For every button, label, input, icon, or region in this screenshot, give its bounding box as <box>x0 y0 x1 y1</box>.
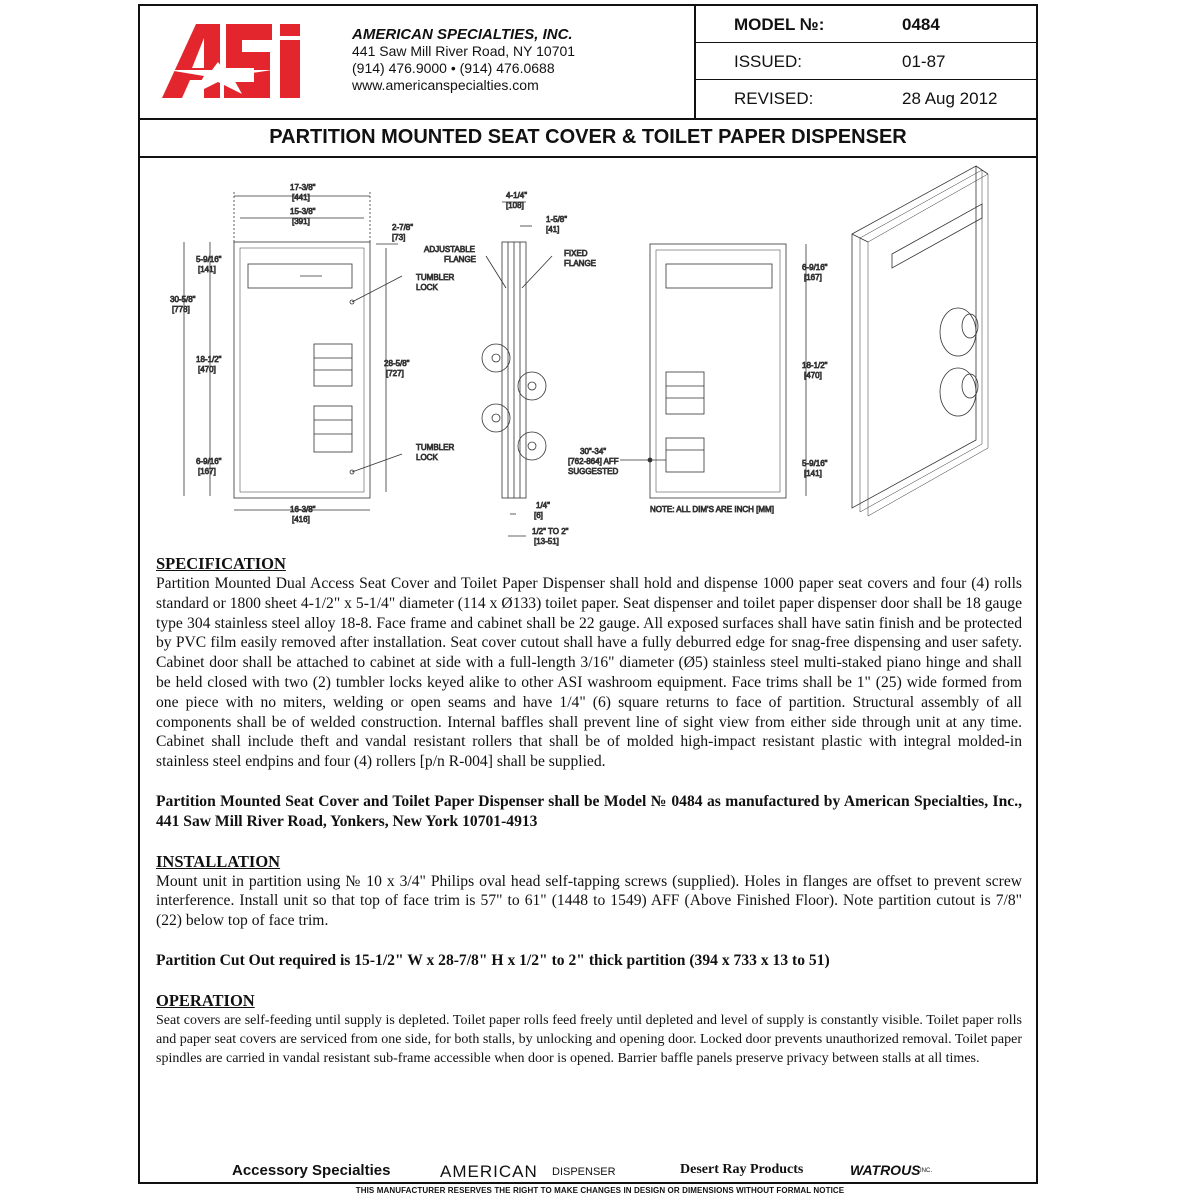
dim-rear-mid: 18-1/2" <box>802 361 828 370</box>
company-name: AMERICAN SPECIALTIES, INC. <box>352 26 573 43</box>
dim-rear-bottom-mm: [141] <box>804 469 822 478</box>
label-adjustable-flange-2: FLANGE <box>444 255 477 264</box>
technical-drawing <box>140 158 1036 554</box>
company-block <box>352 26 575 94</box>
revised-value: 28 Aug 2012 <box>902 89 998 108</box>
label-aff-2: [762-864] AFF <box>568 457 619 466</box>
dim-side-return-mm: [6] <box>534 511 543 520</box>
dim-side-return: 1/4" <box>536 501 550 510</box>
spec-sheet <box>138 4 1038 1184</box>
brand-watrous-inc: INC. <box>920 1168 932 1174</box>
brand-watrous: WATROUS <box>850 1162 921 1178</box>
specification-text: Partition Mounted Dual Access Seat Cover and Toilet Paper Dispenser shall hold and dispense 1000 paper seat covers and four (4) rolls standard or 1800 sheet 4-1/2" x 5-1/4" diameter (114 x Ø133) toilet paper. Seat dispenser and toilet paper dispenser door shall be 18 gauge type 304 stainless steel alloy 18-8. Face frame and cabinet shall be 22 gauge. All exposed surfaces shall have satin finish and be protected by PVC film easily removed after installation. Seat cover cutout shall have a fully deburred edge for snag-free dispensing and user safety. Cabinet door shall be attached to cabinet at side with a full-length 3/16" diameter (Ø5) stainless steel multi-staked piano hinge and shall be held closed with two (2) tumbler locks keyed alike to other ASI washroom equipment. Face trims shall be 1" (25) wide formed from one piece with no miters, welding or open seams and have 1/4" (6) square returns to face of partition. Structural assembly of all components shall be of welded construction. Internal baffles shall prevent line of sight view from either side through unit at any time. Cabinet shall include theft and vandal resistant rollers that shall be of molded high-impact resistant plastic with integral molded-in stainless steel endpins and four (4) rollers [p/n R-004] shall be supplied. <box>156 575 1022 771</box>
dim-front-inner-width: 15-3/8" <box>290 207 316 216</box>
brand-desert-ray: Desert Ray Products <box>680 1162 804 1177</box>
model-value: 0484 <box>902 15 940 34</box>
dim-side-partition-mm: [13-51] <box>534 537 559 546</box>
dim-front-inner-height: 28-5/8" <box>384 359 410 368</box>
meta-table <box>694 6 1038 118</box>
dim-front-overall-height-mm: [778] <box>172 305 190 314</box>
document-body <box>156 554 1022 1069</box>
dim-front-bottom-mm: [167] <box>198 467 216 476</box>
dim-front-top: 5-9/16" <box>196 255 222 264</box>
dim-front-overall-height: 30-5/8" <box>170 295 196 304</box>
dim-side-flange: 1-5/8" <box>546 215 568 224</box>
dim-front-depth: 2-7/8" <box>392 223 414 232</box>
dim-front-mid: 18-1/2" <box>196 355 222 364</box>
label-adjustable-flange: ADJUSTABLE <box>424 245 475 254</box>
page-title: PARTITION MOUNTED SEAT COVER & TOILET PAPER DISPENSER <box>140 118 1036 158</box>
dim-rear-top: 6-9/16" <box>802 263 828 272</box>
dim-rear-top-mm: [167] <box>804 273 822 282</box>
dim-front-bottom-width: 16-3/8" <box>290 505 316 514</box>
model-statement: Partition Mounted Seat Cover and Toilet Paper Dispenser shall be Model № 0484 as manufactured by American Specialties, Inc., 441 Saw Mill River Road, Yonkers, New York 10701-4913 <box>156 792 1022 830</box>
operation-text: Seat covers are self-feeding until supply is depleted. Toilet paper rolls feed freely until depleted and level of supply is constantly visible. Toilet paper rolls and paper seat covers are serviced from one side, for both stalls, by unlocking and opening door. Locked door prevents unauthorized removal. Toilet paper spindles are carried in vandal resistant sub-frame accessible when door is opened. Barrier baffle panels preserve privacy between stalls at all times. <box>156 1012 1022 1067</box>
dim-front-bottom-width-mm: [416] <box>292 515 310 524</box>
dim-front-width-mm: [441] <box>292 193 310 202</box>
company-address: 441 Saw Mill River Road, NY 10701 <box>352 43 576 59</box>
dim-side-depth-mm: [108] <box>506 201 524 210</box>
dim-front-mid-mm: [470] <box>198 365 216 374</box>
asi-logo <box>162 20 332 102</box>
company-website[interactable]: www.americanspecialties.com <box>352 77 539 93</box>
brand-accessory-specialties: Accessory Specialties <box>232 1162 391 1179</box>
dim-front-depth-mm: [73] <box>392 233 406 242</box>
brand-american: AMERICAN <box>440 1162 538 1181</box>
dim-rear-mid-mm: [470] <box>804 371 822 380</box>
dim-front-inner-width-mm: [391] <box>292 217 310 226</box>
company-phones: (914) 476.9000 • (914) 476.0688 <box>352 60 555 76</box>
installation-text: Mount unit in partition using № 10 x 3/4" Philips oval head self-tapping screws (supplied). Holes in flanges are offset to prevent screw interference. Install unit so that top of face trim is 57" to 61" (1448 to 1549) AFF (Above Finished Floor). Note partition cutout is 7/8" (22) below top of face trim. <box>156 872 1022 930</box>
label-aff-3: SUGGESTED <box>568 467 619 476</box>
dim-rear-bottom: 5-9/16" <box>802 459 828 468</box>
specification-heading: SPECIFICATION <box>156 554 286 573</box>
label-tumbler-lock-top: TUMBLER <box>416 273 455 282</box>
label-fixed-flange-2: FLANGE <box>564 259 597 268</box>
label-tumbler-lock-bottom: TUMBLER <box>416 443 455 452</box>
model-row <box>696 6 1038 43</box>
dim-front-top-mm: [141] <box>198 265 216 274</box>
label-tumbler-lock-bottom-2: LOCK <box>416 453 438 462</box>
header <box>140 6 1036 120</box>
revised-row <box>696 80 1038 117</box>
issued-row <box>696 43 1038 80</box>
installation-heading: INSTALLATION <box>156 851 281 871</box>
footer-notice: THIS MANUFACTURER RESERVES THE RIGHT TO MAKE CHANGES IN DESIGN OR DIMENSIONS WITHOUT FORMAL NOTICE <box>355 1186 845 1195</box>
brand-strip <box>140 1160 1036 1184</box>
label-aff: 30"-34" <box>580 447 607 456</box>
side-view <box>482 202 552 536</box>
dim-front-width: 17-3/8" <box>290 183 316 192</box>
revised-label: REVISED: <box>734 89 814 108</box>
isometric-view <box>852 166 988 516</box>
drawing-note: NOTE: ALL DIM'S ARE INCH [MM] <box>650 505 774 514</box>
label-tumbler-lock-top-2: LOCK <box>416 283 438 292</box>
brand-american-dispenser: DISPENSER <box>552 1166 616 1178</box>
issued-label: ISSUED: <box>734 52 803 71</box>
operation-heading: OPERATION <box>156 990 255 1010</box>
issued-value: 01-87 <box>902 52 946 71</box>
model-label: MODEL №: <box>734 15 825 34</box>
rear-view <box>620 244 806 498</box>
dim-side-depth: 4-1/4" <box>506 191 528 200</box>
dim-front-bottom: 6-9/16" <box>196 457 222 466</box>
dim-front-inner-height-mm: [727] <box>386 369 404 378</box>
dim-side-flange-mm: [41] <box>546 225 560 234</box>
label-fixed-flange: FIXED <box>564 249 588 258</box>
cutout-statement: Partition Cut Out required is 15-1/2" W x 28-7/8" H x 1/2" to 2" thick partition (394 x 733 x 13 to 51) <box>156 951 830 969</box>
dim-side-partition: 1/2" TO 2" <box>532 527 569 536</box>
